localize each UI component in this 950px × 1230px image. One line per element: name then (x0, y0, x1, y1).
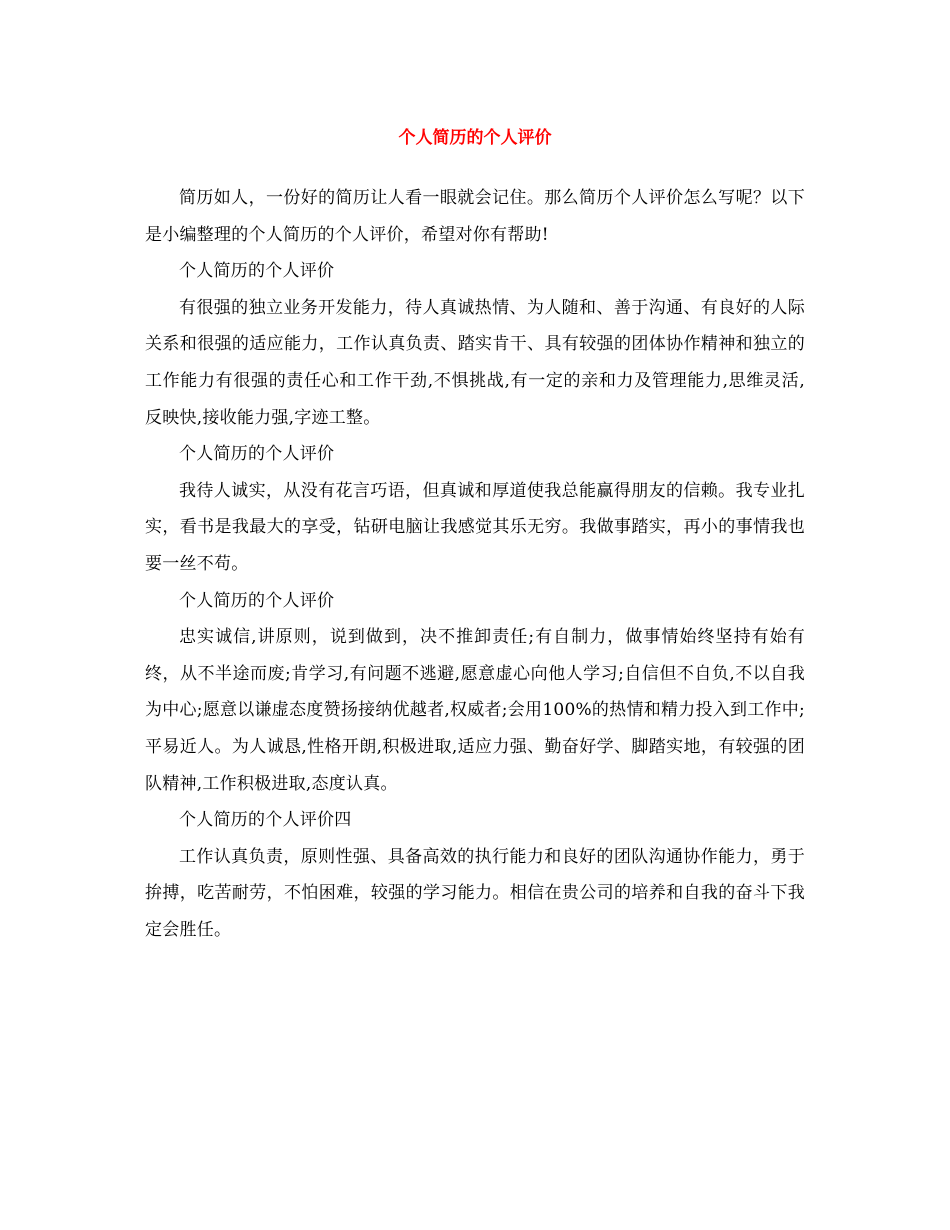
section-heading: 个人简历的个人评价四 (179, 810, 352, 831)
section-heading: 个人简历的个人评价 (179, 261, 335, 282)
document-title: 个人简历的个人评价 (398, 128, 552, 148)
body-paragraph: 我待人诚实，从没有花言巧语，但真诚和厚道使我总能赢得朋友的信赖。我专业扎实，看书是我最大的享受，钻研电脑让我感觉其乐无穷。我做事踏实，再小的事情我也要一丝不苟。 (145, 480, 805, 574)
section-heading: 个人简历的个人评价 (179, 444, 335, 465)
section-heading: 个人简历的个人评价 (179, 590, 335, 611)
intro-paragraph: 简历如人，一份好的简历让人看一眼就会记住。那么简历个人评价怎么写呢？以下是小编整理的个人简历的个人评价，希望对你有帮助! (145, 188, 805, 245)
body-paragraph: 忠实诚信,讲原则，说到做到，决不推卸责任;有自制力，做事情始终坚持有始有终，从不半途而废;肯学习,有问题不逃避,愿意虚心向他人学习;自信但不自负,不以自我为中心;愿意以谦虚态度赞扬接纳优越者,权威者;会用100%的热情和精力投入到工作中;平易近人。为人诚恳,性格开朗,积极进取,适应力强、勤奋好学、脚踏实地，有较强的团队精神,工作积极进取,态度认真。 (145, 627, 805, 794)
document-body (145, 180, 805, 948)
body-paragraph: 工作认真负责，原则性强、具备高效的执行能力和良好的团队沟通协作能力，勇于拚搏，吃苦耐劳，不怕困难，较强的学习能力。相信在贵公司的培养和自我的奋斗下我定会胜任。 (145, 846, 805, 940)
body-paragraph: 有很强的独立业务开发能力，待人真诚热情、为人随和、善于沟通、有良好的人际关系和很强的适应能力，工作认真负责、踏实肯干、具有较强的团体协作精神和独立的工作能力有很强的责任心和工作干劲,不惧挑战,有一定的亲和力及管理能力,思维灵活,反映快,接收能力强,字迹工整。 (145, 297, 805, 428)
